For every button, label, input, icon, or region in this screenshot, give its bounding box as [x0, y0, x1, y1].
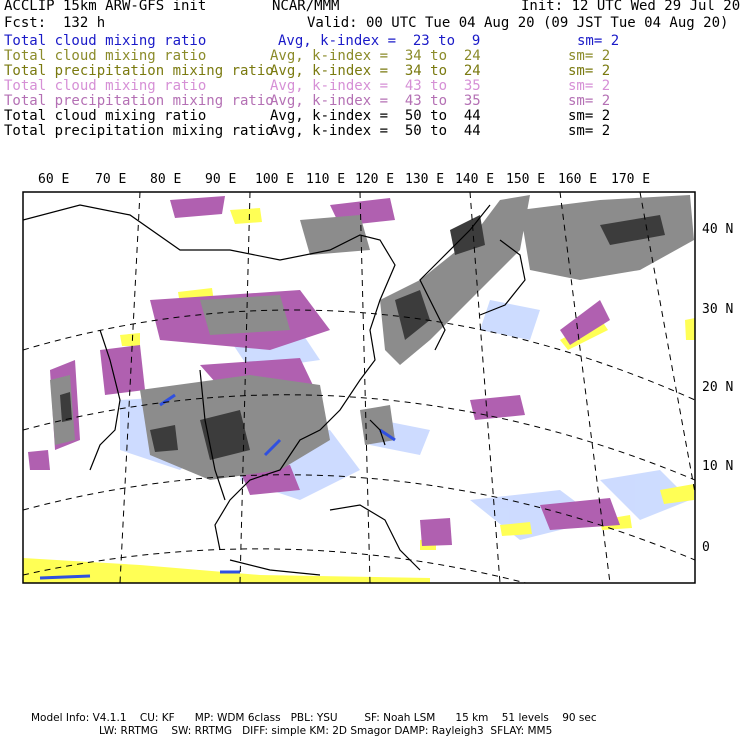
field-range: Avg, k-index = 34 to 24: [270, 48, 481, 64]
longitude-label: 130 E: [405, 172, 445, 187]
latitude-label: 10 N: [702, 459, 734, 474]
field-smoothing: sm= 2: [568, 78, 611, 94]
field-range: Avg, k-index = 23 to 9: [278, 33, 481, 49]
longitude-label: 150 E: [506, 172, 546, 187]
latitude-label: 30 N: [702, 302, 734, 317]
field-range: Avg, k-index = 43 to 35: [270, 93, 481, 109]
org-label: NCAR/MMM: [272, 0, 340, 14]
model-title: ACCLIP 15km ARW-GFS init: [4, 0, 207, 14]
field-smoothing: sm= 2: [568, 93, 611, 109]
latitude-label: 20 N: [702, 380, 734, 395]
field-smoothing: sm= 2: [568, 63, 611, 79]
field-name: Total precipitation mixing ratio: [4, 93, 274, 109]
init-time: Init: 12 UTC Wed 29 Jul 20: [521, 0, 740, 14]
field-name: Total cloud mixing ratio: [4, 33, 207, 49]
longitude-label: 70 E: [95, 172, 127, 187]
longitude-label: 80 E: [150, 172, 182, 187]
field-name: Total precipitation mixing ratio: [4, 63, 274, 79]
model-info-line2: LW: RRTMG SW: RRTMG DIFF: simple KM: 2D Smagor DAMP: Rayleigh3 SFLAY: MM5: [99, 725, 553, 737]
model-info-line1: Model Info: V4.1.1 CU: KF MP: WDM 6class PBL: YSU SF: Noah LSM 15 km 51 levels 90 sec: [31, 712, 597, 724]
longitude-label: 60 E: [38, 172, 70, 187]
field-range: Avg, k-index = 50 to 44: [270, 108, 481, 124]
field-smoothing: sm= 2: [577, 33, 620, 49]
field-name: Total precipitation mixing ratio: [4, 123, 274, 139]
valid-time: Valid: 00 UTC Tue 04 Aug 20 (09 JST Tue 04 Aug 20): [307, 15, 729, 31]
field-smoothing: sm= 2: [568, 108, 611, 124]
field-name: Total cloud mixing ratio: [4, 48, 207, 64]
forecast-hour: Fcst: 132 h: [4, 15, 106, 31]
latitude-label: 40 N: [702, 222, 734, 237]
longitude-label: 90 E: [205, 172, 237, 187]
longitude-label: 120 E: [355, 172, 395, 187]
longitude-label: 170 E: [611, 172, 651, 187]
longitude-label: 140 E: [455, 172, 495, 187]
field-name: Total cloud mixing ratio: [4, 78, 207, 94]
longitude-label: 100 E: [255, 172, 295, 187]
field-range: Avg, k-index = 50 to 44: [270, 123, 481, 139]
field-range: Avg, k-index = 43 to 35: [270, 78, 481, 94]
field-smoothing: sm= 2: [568, 48, 611, 64]
latitude-label: 0: [702, 540, 710, 555]
field-range: Avg, k-index = 34 to 24: [270, 63, 481, 79]
field-smoothing: sm= 2: [568, 123, 611, 139]
field-name: Total cloud mixing ratio: [4, 108, 207, 124]
longitude-label: 160 E: [558, 172, 598, 187]
longitude-label: 110 E: [306, 172, 346, 187]
